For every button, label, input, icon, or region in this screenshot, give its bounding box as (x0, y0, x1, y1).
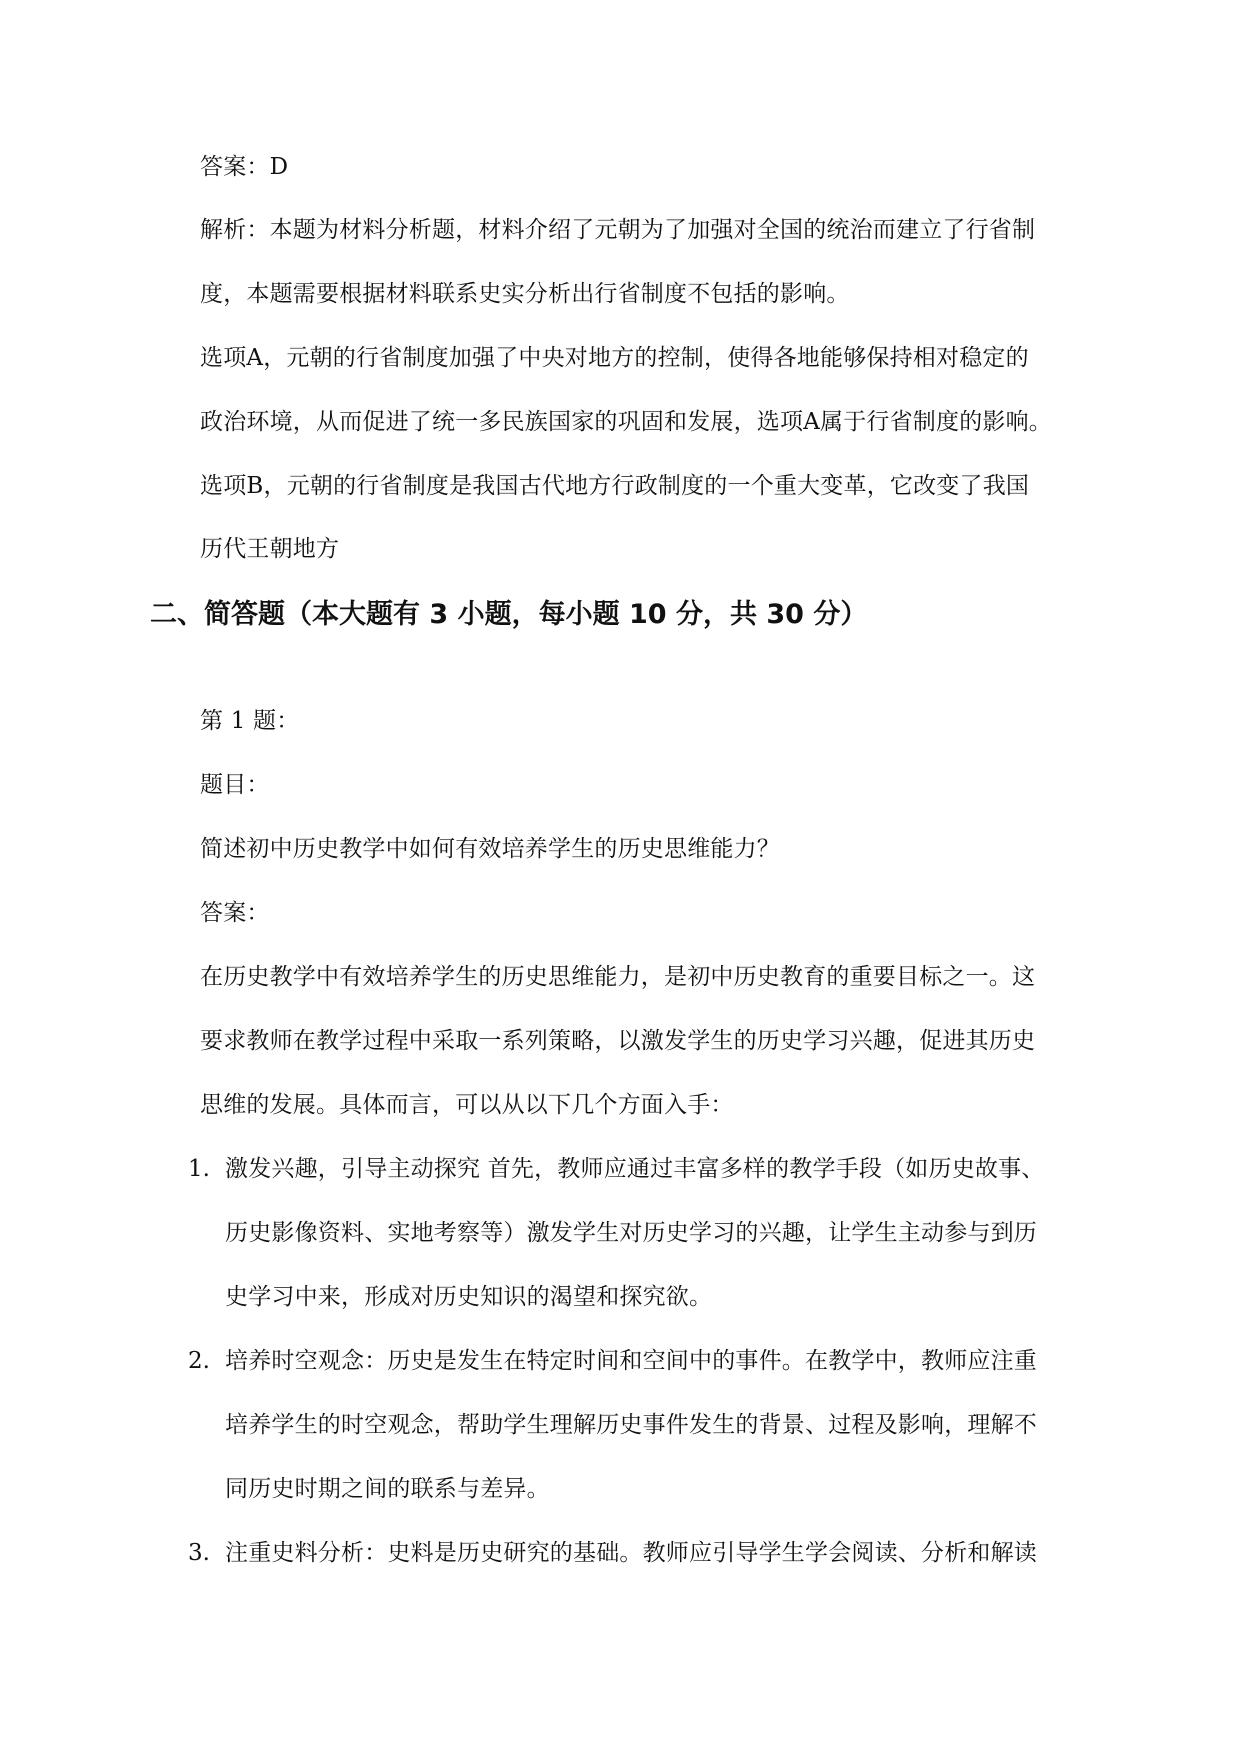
answer-label: 答案：D (200, 154, 289, 180)
intro-line-2: 要求教师在教学过程中采取一系列策略，以激发学生的历史学习兴趣，促进其历史 (200, 1028, 1036, 1054)
option-a-line-2: 政治环境，从而促进了统一多民族国家的巩固和发展，选项A属于行省制度的影响。 (200, 409, 1053, 435)
list-item-number: 2. (188, 1348, 210, 1374)
option-a-line-1: 选项A，元朝的行省制度加强了中央对地方的控制，使得各地能够保持相对稳定的 (200, 345, 1029, 371)
analysis-line-2: 度，本题需要根据材料联系史实分析出行省制度不包括的影响。 (200, 281, 850, 307)
list-item-line: 历史影像资料、实地考察等）激发学生对历史学习的兴趣，让学生主动参与到历 (225, 1220, 1037, 1246)
option-b-line-1: 选项B，元朝的行省制度是我国古代地方行政制度的一个重大变革，它改变了我国 (200, 473, 1030, 499)
question-number: 第 1 题： (200, 708, 300, 734)
question-answer-label: 答案： (200, 900, 270, 926)
list-item-line: 培养时空观念：历史是发生在特定时间和空间中的事件。在教学中，教师应注重 (225, 1348, 1037, 1374)
analysis-line-1: 解析：本题为材料分析题，材料介绍了元朝为了加强对全国的统治而建立了行省制 (200, 217, 1036, 243)
question-title-label: 题目： (200, 772, 270, 798)
section-heading: 二、简答题（本大题有 3 小题，每小题 10 分，共 30 分） (150, 599, 868, 630)
intro-line-3: 思维的发展。具体而言，可以从以下几个方面入手： (200, 1092, 734, 1118)
option-b-line-2: 历代王朝地方 (200, 536, 340, 562)
list-item-line: 培养学生的时空观念，帮助学生理解历史事件发生的背景、过程及影响，理解不 (225, 1412, 1037, 1438)
question-text: 简述初中历史教学中如何有效培养学生的历史思维能力？ (200, 836, 780, 862)
list-item-number: 1. (188, 1156, 210, 1182)
intro-line-1: 在历史教学中有效培养学生的历史思维能力，是初中历史教育的重要目标之一。这 (200, 964, 1036, 990)
list-item-line: 史学习中来，形成对历史知识的渴望和探究欲。 (225, 1284, 713, 1310)
list-item-line: 同历史时期之间的联系与差异。 (225, 1476, 550, 1502)
list-item-line: 激发兴趣，引导主动探究 首先，教师应通过丰富多样的教学手段（如历史故事、 (225, 1156, 1045, 1182)
list-item-line: 注重史料分析：史料是历史研究的基础。教师应引导学生学会阅读、分析和解读 (225, 1540, 1037, 1566)
list-item-number: 3. (188, 1540, 210, 1566)
